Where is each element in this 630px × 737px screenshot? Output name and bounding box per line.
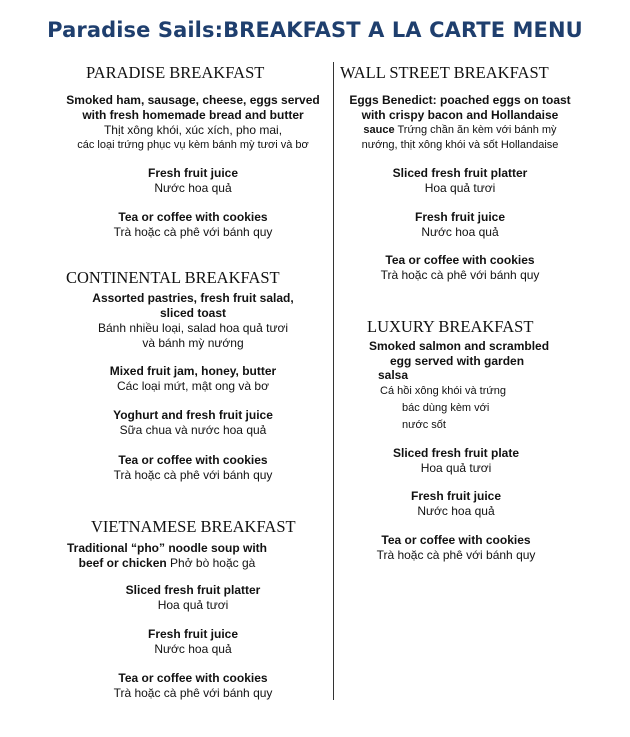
item-vn-line: các loại trứng phục vụ kèm bánh mỳ tươi và bơ bbox=[77, 139, 309, 151]
item-vn-line: Trứng chần ăn kèm với bánh mỳ bbox=[397, 124, 557, 136]
item-en-line: with crispy bacon and Hollandaise bbox=[361, 108, 559, 122]
page-title: Paradise Sails:BREAKFAST A LA CARTE MENU bbox=[47, 18, 583, 42]
section-heading-vietnamese: VIETNAMESE BREAKFAST bbox=[91, 517, 296, 536]
item-vn: Hoa quả tươi bbox=[420, 461, 492, 475]
menu-item-wallstreet-fruit bbox=[340, 166, 580, 196]
item-en-line: beef or chicken bbox=[78, 556, 167, 570]
item-vn: Trà hoặc cà phê với bánh quy bbox=[380, 268, 540, 282]
item-en: Fresh fruit juice bbox=[147, 166, 239, 180]
menu-item-paradise-juice bbox=[62, 166, 324, 196]
menu-item-continental-tea bbox=[62, 453, 324, 483]
column-divider bbox=[333, 62, 334, 700]
section-heading-luxury: LUXURY BREAKFAST bbox=[367, 317, 534, 336]
item-en: Tea or coffee with cookies bbox=[385, 253, 535, 267]
item-mixed-line bbox=[62, 556, 272, 571]
item-en: Tea or coffee with cookies bbox=[118, 210, 268, 224]
item-vn: Nước hoa quả bbox=[154, 181, 232, 195]
item-vn: Trà hoặc cà phê với bánh quy bbox=[113, 225, 273, 239]
item-vn-line: và bánh mỳ nướng bbox=[142, 336, 244, 350]
item-en: Tea or coffee with cookies bbox=[118, 671, 268, 685]
menu-item-paradise-main bbox=[62, 93, 324, 153]
item-en-line: salsa bbox=[378, 368, 409, 382]
menu-item-vietnamese-fruit bbox=[62, 583, 324, 613]
item-vn: Hoa quả tươi bbox=[424, 181, 496, 195]
item-vn: Nước hoa quả bbox=[421, 225, 499, 239]
menu-item-continental-main bbox=[62, 291, 324, 351]
menu-item-luxury-juice bbox=[340, 489, 572, 519]
item-en-line: Smoked salmon and scrambled bbox=[368, 339, 550, 353]
item-en: Sliced fresh fruit platter bbox=[392, 166, 528, 180]
section-heading-continental: CONTINENTAL BREAKFAST bbox=[66, 268, 280, 287]
menu-item-wallstreet-juice bbox=[340, 210, 580, 240]
menu-item-luxury-vn bbox=[372, 383, 532, 434]
menu-item-vietnamese-pho bbox=[62, 541, 272, 571]
section-heading-wallstreet: WALL STREET BREAKFAST bbox=[340, 63, 549, 82]
item-vn-line: nước sốt bbox=[402, 419, 446, 431]
item-en-line: Smoked ham, sausage, cheese, eggs served bbox=[66, 93, 320, 107]
menu-item-continental-yoghurt bbox=[62, 408, 324, 438]
menu-item-paradise-tea bbox=[62, 210, 324, 240]
item-vn-line: nướng, thịt xông khói và sốt Hollandaise bbox=[361, 139, 559, 151]
item-vn-line: Phở bò hoặc gà bbox=[170, 556, 256, 570]
item-vn: Trà hoặc cà phê với bánh quy bbox=[113, 468, 273, 482]
item-en-line: Traditional “pho” noodle soup with bbox=[67, 541, 267, 555]
menu-item-luxury-fruit bbox=[340, 446, 572, 476]
menu-item-vietnamese-tea bbox=[62, 671, 324, 701]
item-vn-line: Cá hồi xông khói và trứng bbox=[380, 385, 506, 397]
item-en-line: sauce bbox=[363, 124, 395, 136]
item-en: Fresh fruit juice bbox=[410, 489, 502, 503]
item-vn: Hoa quả tươi bbox=[157, 598, 229, 612]
item-en: Fresh fruit juice bbox=[414, 210, 506, 224]
item-en: Tea or coffee with cookies bbox=[381, 533, 531, 547]
menu-item-wallstreet-tea bbox=[340, 253, 580, 283]
item-en-line: sliced toast bbox=[159, 306, 227, 320]
item-en: Sliced fresh fruit plate bbox=[392, 446, 520, 460]
menu-item-wallstreet-main bbox=[340, 93, 580, 153]
item-vn-line: Bánh nhiều loại, salad hoa quả tươi bbox=[97, 321, 289, 335]
menu-item-luxury-main bbox=[364, 339, 554, 383]
item-vn: Các loại mứt, mật ong và bơ bbox=[117, 379, 269, 393]
item-en-line: Assorted pastries, fresh fruit salad, bbox=[92, 291, 294, 305]
item-vn: Nước hoa quả bbox=[154, 642, 232, 656]
item-vn-line: Thịt xông khói, xúc xích, pho mai, bbox=[103, 123, 283, 137]
item-en: Fresh fruit juice bbox=[147, 627, 239, 641]
item-en: Yoghurt and fresh fruit juice bbox=[113, 408, 273, 422]
item-vn: Nước hoa quả bbox=[417, 504, 495, 518]
item-en: Mixed fruit jam, honey, butter bbox=[109, 364, 277, 378]
section-heading-paradise: PARADISE BREAKFAST bbox=[86, 63, 265, 82]
item-en: Tea or coffee with cookies bbox=[118, 453, 268, 467]
item-en-line: egg served with garden bbox=[390, 353, 525, 368]
menu-item-vietnamese-juice bbox=[62, 627, 324, 657]
item-vn: Trà hoặc cà phê với bánh quy bbox=[113, 686, 273, 700]
menu-item-luxury-tea bbox=[340, 533, 572, 563]
item-en-line: Eggs Benedict: poached eggs on toast bbox=[349, 93, 571, 107]
item-vn: Trà hoặc cà phê với bánh quy bbox=[376, 548, 536, 562]
item-vn: Sữa chua và nước hoa quả bbox=[119, 423, 267, 437]
menu-item-continental-jam bbox=[62, 364, 324, 394]
item-vn-line: bác dùng kèm với bbox=[402, 402, 490, 414]
item-en-line: with fresh homemade bread and butter bbox=[82, 108, 304, 122]
item-en: Sliced fresh fruit platter bbox=[125, 583, 261, 597]
item-mixed-line bbox=[340, 123, 580, 138]
